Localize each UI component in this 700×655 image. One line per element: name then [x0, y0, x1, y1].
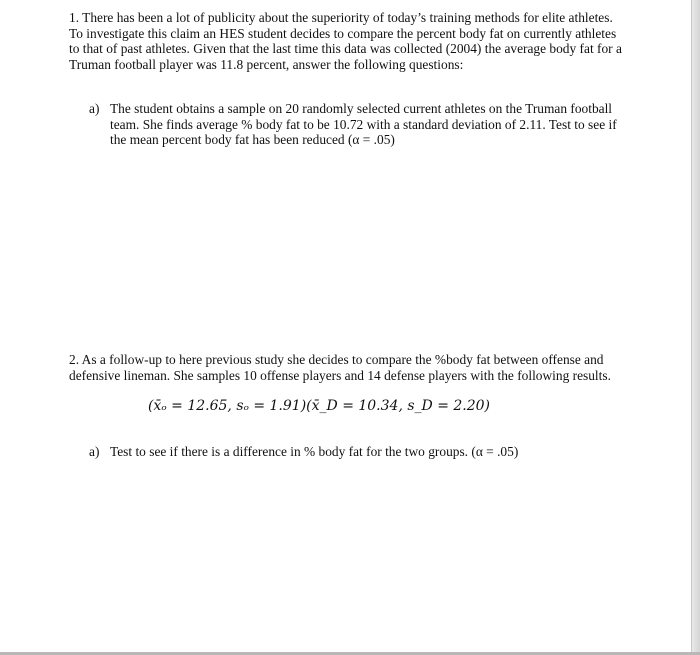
question-1-line: Truman football player was 11.8 percent, answer the following questions: — [69, 56, 464, 72]
question-1-line: To investigate this claim an HES student decides to compare the percent body fat on currently athletes — [69, 25, 617, 41]
question-1-line: to that of past athletes. Given that the last time this data was collected (2004) the average body fat for a — [69, 41, 622, 56]
question-1-part-a-line: the mean percent body fat has been reduced (α = .05) — [110, 132, 395, 147]
question-1-line: 1. There has been a lot of publicity about the superiority of today’s training methods for elite athletes. — [69, 10, 613, 25]
question-1-part-a-label: a) — [89, 101, 100, 116]
question-2-line: defensive lineman. She samples 10 offense players and 14 defense players with the following results. — [69, 367, 611, 383]
question-1-part-a-line: team. She finds average % body fat to be 10.72 with a standard deviation of 2.11. Test to see if — [110, 116, 617, 132]
question-1-part-a-text — [110, 101, 640, 148]
question-2-part-a-label: a) — [89, 444, 100, 459]
question-1-text — [69, 10, 639, 72]
viewer-right-edge — [691, 0, 700, 655]
question-2-text — [69, 352, 639, 383]
question-2-line: 2. As a follow-up to here previous study she decides to compare the %body fat between offense and — [69, 352, 604, 367]
question-2-part-a-line: Test to see if there is a difference in % body fat for the two groups. (α = .05) — [110, 444, 519, 459]
sample-statistics-formula: (x̄ₒ = 12.65, sₒ = 1.91)(x̄_D = 10.34, s_D = 2.20) — [147, 398, 491, 414]
question-1-part-a-line: The student obtains a sample on 20 randomly selected current athletes on the Truman football — [110, 101, 613, 116]
question-2-part-a-text — [110, 444, 640, 460]
